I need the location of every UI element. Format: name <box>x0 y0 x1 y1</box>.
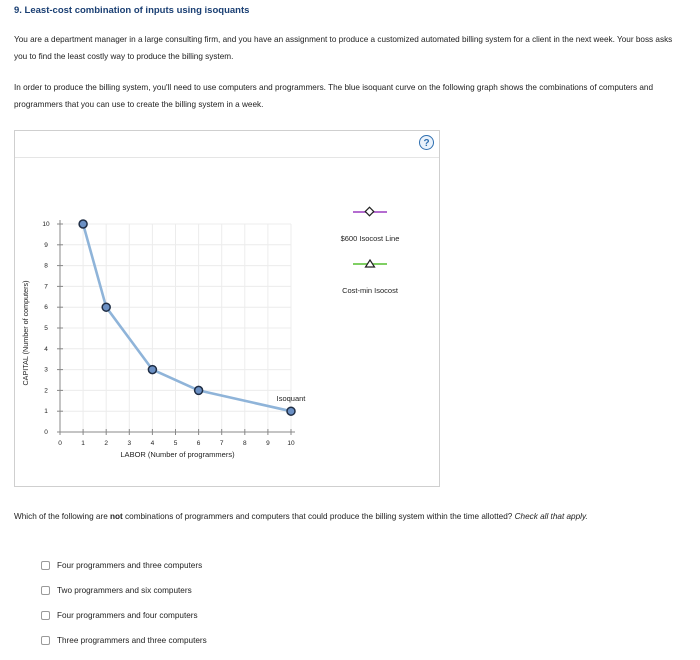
isocost-legend-label: $600 Isocost Line <box>340 234 400 243</box>
option-two-programmers-six-computers[interactable] <box>41 578 207 603</box>
option-four-programmers-three-computers[interactable] <box>41 553 207 578</box>
isoquant-chart <box>15 157 439 486</box>
y-tick-label: 4 <box>44 345 48 353</box>
help-icon[interactable]: ? <box>419 135 434 150</box>
x-tick-label: 0 <box>58 440 62 447</box>
y-tick-label: 3 <box>44 366 48 374</box>
answer-options <box>41 553 207 653</box>
panel-toolbar <box>15 131 439 158</box>
series-group <box>79 220 306 415</box>
x-tick-label: 6 <box>196 440 201 447</box>
graph-panel <box>14 130 440 487</box>
x-tick-label: 4 <box>150 440 155 447</box>
option-label: Four programmers and four computers <box>57 611 198 620</box>
option-four-programmers-four-computers[interactable] <box>41 603 207 628</box>
page-title: 9. Least-cost combination of inputs using isoquants <box>14 5 250 16</box>
question-text <box>14 508 686 525</box>
isoquant-point[interactable] <box>287 407 295 415</box>
x-tick-label: 5 <box>173 440 178 447</box>
option-three-programmers-three-computers[interactable] <box>41 628 207 653</box>
y-tick-label: 2 <box>44 387 48 395</box>
legend-isocost-tool[interactable] <box>341 207 400 243</box>
option-label: Two programmers and six computers <box>57 586 192 595</box>
y-tick-label: 0 <box>44 429 48 436</box>
costmin-legend-label: Cost-min Isocost <box>342 286 398 295</box>
axis-ticks <box>42 221 295 447</box>
intro-paragraph-1: You are a department manager in a large consulting firm, and you have an assignment to produce a customized automated billing system for a client in the next week. Your boss asks you to find the least costly way to produce the billing system. <box>14 35 673 61</box>
isoquant-annotation: Isoquant <box>276 394 306 404</box>
checkbox[interactable] <box>41 636 50 645</box>
isoquant-line <box>83 224 291 411</box>
legend-costmin-tool[interactable] <box>342 260 399 295</box>
x-tick-label: 7 <box>219 440 224 447</box>
question-pre: Which of the following are <box>14 512 111 521</box>
isoquant-point[interactable] <box>148 366 156 374</box>
question-instruction: Check all that apply. <box>514 512 588 521</box>
y-tick-label: 6 <box>44 304 48 312</box>
y-tick-label: 1 <box>44 408 48 416</box>
option-label: Four programmers and three computers <box>57 561 203 570</box>
option-label: Three programmers and three computers <box>57 636 207 645</box>
x-tick-label: 3 <box>127 440 132 447</box>
isocost-diamond-icon <box>365 207 373 215</box>
checkbox[interactable] <box>41 586 50 595</box>
x-tick-label: 1 <box>81 440 85 447</box>
x-tick-label: 10 <box>287 440 295 447</box>
question-post: combinations of programmers and computers that could produce the billing system within the time allotted? <box>122 512 515 521</box>
x-tick-label: 2 <box>104 440 109 447</box>
isoquant-point[interactable] <box>102 303 110 311</box>
question-emphasis: not <box>110 512 123 521</box>
chart-grid <box>60 224 291 432</box>
x-tick-label: 9 <box>266 440 270 447</box>
y-tick-label: 5 <box>44 325 48 332</box>
y-tick-label: 10 <box>42 221 50 228</box>
y-tick-label: 9 <box>44 241 48 249</box>
intro-paragraph-2: In order to produce the billing system, you'll need to use computers and programmers. The blue isoquant curve on the following graph shows the combinations of computers and programmers that you can use to create the billing system in a week. <box>14 83 654 109</box>
isoquant-point[interactable] <box>79 220 87 228</box>
isoquant-point[interactable] <box>195 386 203 394</box>
x-tick-label: 8 <box>242 440 247 447</box>
y-axis-label: CAPITAL (Number of computers) <box>21 280 30 386</box>
y-tick-label: 7 <box>44 283 48 291</box>
y-tick-label: 8 <box>44 262 48 270</box>
x-axis-label: LABOR (Number of programmers) <box>120 450 235 459</box>
checkbox[interactable] <box>41 561 50 570</box>
checkbox[interactable] <box>41 611 50 620</box>
chart-axes <box>60 220 295 432</box>
